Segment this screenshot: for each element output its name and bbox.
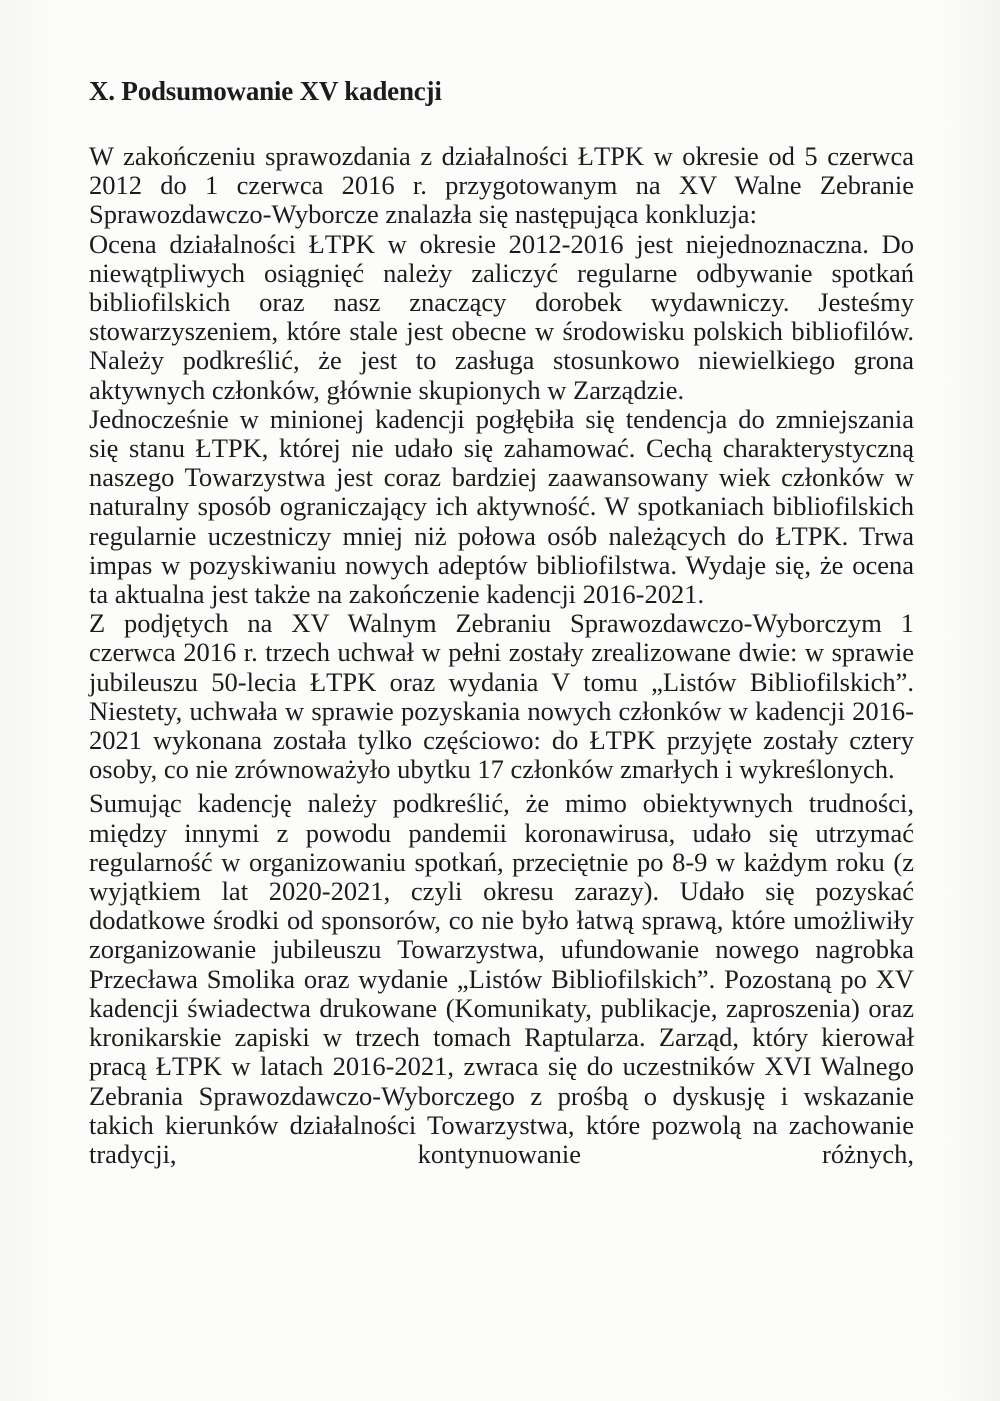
section-title: X. Podsumowanie XV kadencji [89,76,442,106]
paragraph-tendencja: Jednocześnie w minionej kadencji pogłębiła się tendencja do zmniejszania się stanu ŁTPK, której nie udało się zahamować. Cechą charakterystyczną naszego Towarzystwa jest coraz bardziej zaawansowany wiek członków w naturalny sposób ograniczający ich aktywność. W spotkaniach bibliofilskich regularnie uczestniczy mniej niż połowa osób należących do ŁTPK. Trwa impas w pozyskiwaniu nowych adeptów bibliofilstwa. Wydaje się, że ocena ta aktualna jest także na zakończenie kadencji 2016-2021. [89,403,914,610]
paragraph-ocena: Ocena działalności ŁTPK w okresie 2012-2016 jest niejednoznaczna. Do niewątpliwych osiągnięć należy zaliczyć regularne odbywanie spotkań bibliofilskich oraz nasz znaczący dorobek wydawniczy. Jesteśmy stowarzyszeniem, które stale jest obecne w środowisku polskich bibliofilów. Należy podkreślić, że jest to zasługa stosunkowo niewielkiego grona aktywnych członków, głównie skupionych w Zarządzie. [89,228,914,405]
page-content [89,74,914,1169]
paragraph-uchwaly: Z podjętych na XV Walnym Zebraniu Sprawozdawczo-Wyborczym 1 czerwca 2016 r. trzech uchwał w pełni zostały zrealizowane dwie: w sprawie jubileuszu 50-lecia ŁTPK oraz wydania V tomu „Listów Bibliofilskich”. Niestety, uchwała w sprawie pozyskania nowych członków w kadencji 2016-2021 wykonana została tylko częściowo: do ŁTPK przyjęte zostały cztery osoby, co nie zrównoważyło ubytku 17 członków zmarłych i wykreślonych. [89,608,914,785]
paragraph-intro: W zakończeniu sprawozdania z działalności ŁTPK w okresie od 5 czerwca 2012 do 1 czerwca 2016 r. przygotowanym na XV Walne Zebranie Sprawozdawczo-Wyborcze znalazła się następująca konkluzja: [89,141,914,230]
paragraph-sumujac: Sumując kadencję należy podkreślić, że mimo obiektywnych trudności, między innymi z powodu pandemii koronawirusa, udało się utrzymać regularność w organizowaniu spotkań, przeciętnie po 8-9 w każdym roku (z wyjątkiem lat 2020-2021, czyli okresu zarazy). Udało się pozyskać dodatkowe środki od sponsorów, co nie było łatwą sprawą, które umożliwiły zorganizowanie jubileuszu Towarzystwa, ufundowanie nowego nagrobka Przecława Smolika oraz wydanie „Listów Bibliofilskich”. Pozostaną po XV kadencji świadectwa drukowane (Komunikaty, publikacje, zaproszenia) oraz kronikarskie zapiski w trzech tomach Raptularza. Zarząd, który kierował pracą ŁTPK w latach 2016-2021, zwraca się do uczestników XVI Walnego Zebrania Sprawozdawczo-Wyborczego z prośbą o dyskusję i wskazanie takich kierunków działalności Towarzystwa, które pozwolą na zachowanie tradycji, kontynuowanie różnych, [89,788,914,1169]
